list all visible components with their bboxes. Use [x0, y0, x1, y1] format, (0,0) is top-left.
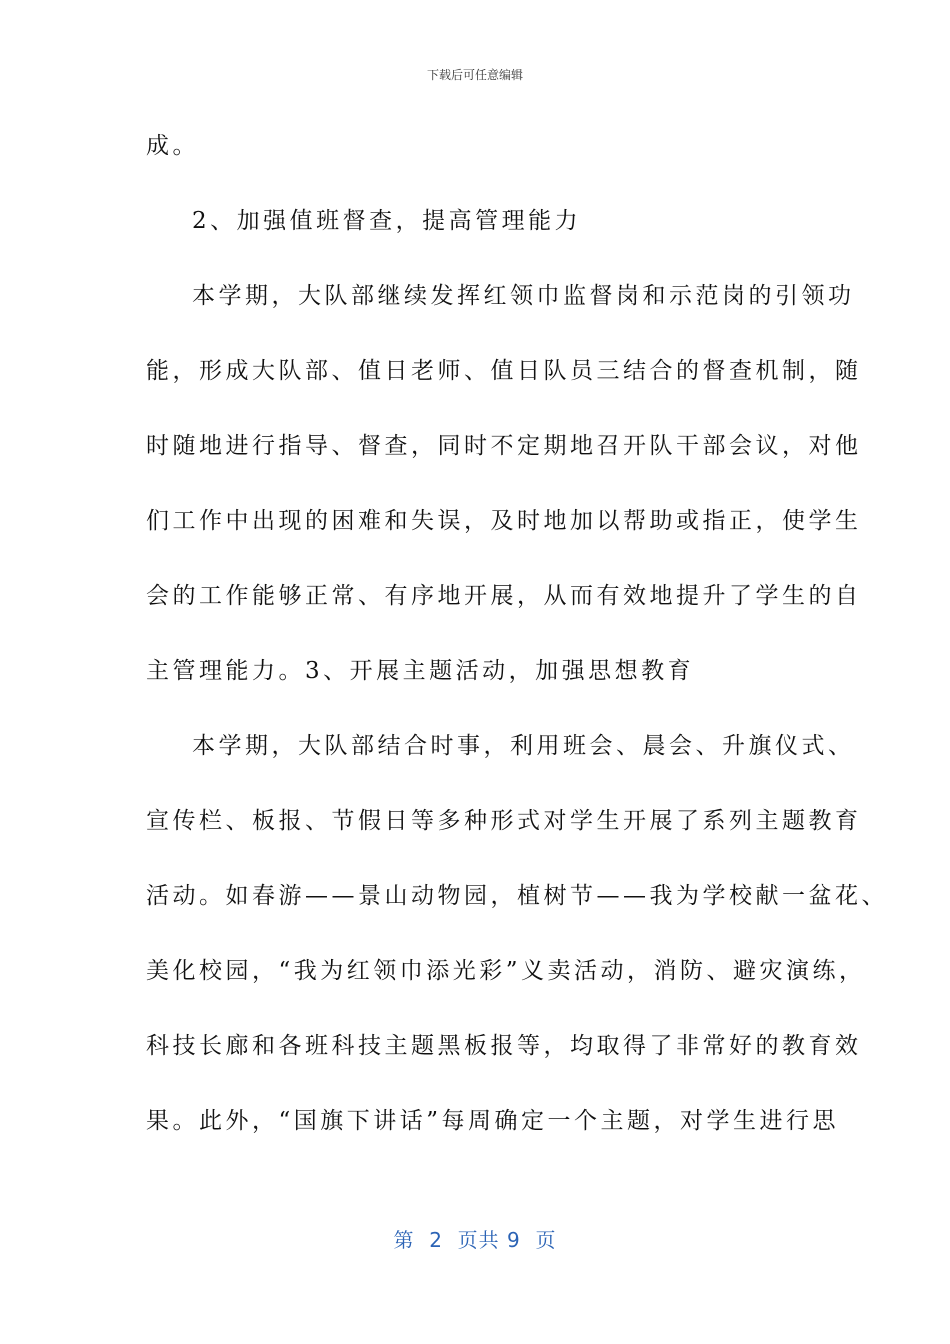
paragraph-line: 美化校园，“我为红领巾添光彩”义卖活动，消防、避灾演练，: [146, 958, 866, 984]
section-heading-line: 2、加强值班督查，提高管理能力: [192, 208, 582, 234]
page-header-note: 下载后可任意编辑: [426, 68, 523, 82]
paragraph-line: 活动。如春游——景山动物园，植树节——我为学校献一盆花、: [146, 883, 888, 909]
paragraph-line: 会的工作能够正常、有序地开展，从而有效地提升了学生的自: [146, 583, 862, 609]
paragraph-line: 时随地进行指导、督查，同时不定期地召开队干部会议，对他: [146, 433, 862, 459]
page-number-footer: 第 2 页共 9 页: [393, 1228, 557, 1252]
paragraph-line: 本学期，大队部结合时事，利用班会、晨会、升旗仪式、: [192, 733, 855, 759]
paragraph-line: 本学期，大队部继续发挥红领巾监督岗和示范岗的引领功: [192, 283, 855, 309]
paragraph-line: 能，形成大队部、值日老师、值日队员三结合的督查机制，随: [146, 358, 862, 384]
paragraph-line: 果。此外，“国旗下讲话”每周确定一个主题，对学生进行思: [146, 1108, 840, 1134]
paragraph-line: 成。: [146, 133, 199, 159]
document-body: [146, 118, 888, 1168]
paragraph-line: 主管理能力。3、开展主题活动，加强思想教育: [146, 658, 695, 684]
paragraph-line: 宣传栏、板报、节假日等多种形式对学生开展了系列主题教育: [146, 808, 862, 834]
paragraph-line: 们工作中出现的困难和失误，及时地加以帮助或指正，使学生: [146, 508, 862, 534]
paragraph-line: 科技长廊和各班科技主题黑板报等，均取得了非常好的教育效: [146, 1033, 862, 1059]
